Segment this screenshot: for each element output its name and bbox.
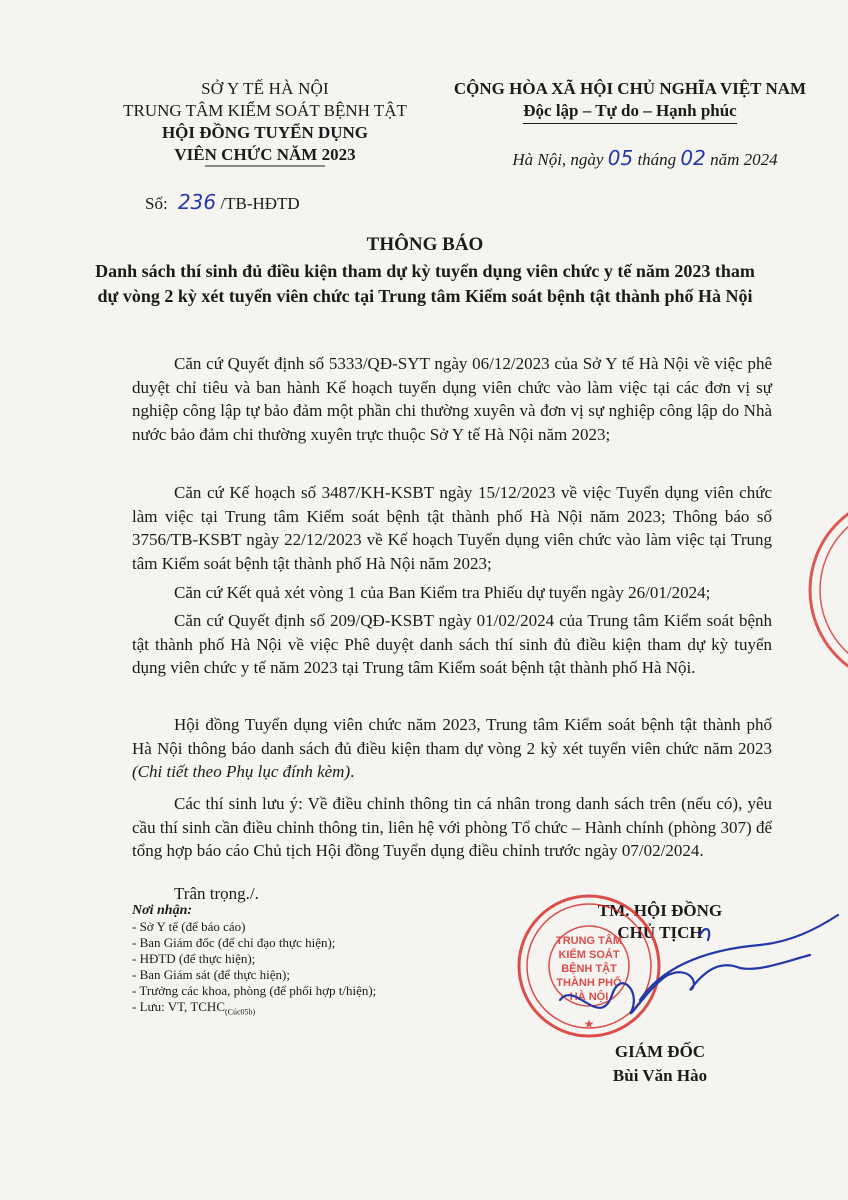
document-number [145,190,300,214]
svg-text:KIỂM SOÁT: KIỂM SOÁT [558,949,620,961]
svg-text:TRUNG TÂM: TRUNG TÂM [556,935,622,947]
paragraph-legal-basis-1: Căn cứ Quyết định số 5333/QĐ-SYT ngày 06/12/2023 của Sở Y tế Hà Nội về việc phê duyệt chỉ tiêu và ban hành Kế hoạch tuyển dụng viên chức vào làm việc tại các đơn vị sự nghiệp công lập tự bảo đảm một phần chi thường xuyên và đơn vị sự nghiệp công lập do Nhà nước bảo đảm chi thường xuyên trực thuộc Sở Y tế Hà Nội năm 2023; [132,354,772,444]
partial-seal-right [810,495,848,685]
nation-motto: Độc lập – Tự do – Hạnh phúc [523,100,736,124]
recipient-item: - Ban Giám đốc (để chỉ đạo thực hiện); [132,935,336,950]
issuer-council: HỘI ĐỒNG TUYỂN DỤNG [161,123,369,142]
svg-text:BỆNH TẬT: BỆNH TẬT [561,963,617,975]
announcement-end: . [350,762,355,781]
recipients-list [132,903,462,1021]
closing-salutation: Trân trọng./. [174,884,259,903]
signer-name: Bùi Văn Hào [612,1066,708,1085]
date-year: năm 2024 [710,150,778,169]
announcement-note: (Chi tiết theo Phụ lục đính kèm) [132,762,351,781]
recipient-item: - Trưởng các khoa, phòng (để phối hợp t/hiện); [132,983,377,998]
paragraph-legal-basis-3: Căn cứ Kết quả xét vòng 1 của Ban Kiểm tra Phiếu dự tuyển ngày 26/01/2024; [174,583,711,602]
recipient-item: - HĐTD (để thực hiện); [132,951,256,966]
nation-header [440,78,820,124]
svg-text:HÀ NỘI: HÀ NỘI [569,991,609,1003]
svg-text:★: ★ [583,1017,595,1031]
signer-block [560,1040,760,1088]
paragraph-legal-basis-2: Căn cứ Kế hoạch số 3487/KH-KSBT ngày 15/12/2023 về việc Tuyển dụng viên chức làm việc tại Trung tâm Kiểm soát bệnh tật thành phố Hà Nội năm 2023; Thông báo số 3756/TB-KSBT ngày 22/12/2023 về Kế hoạch Tuyển dụng viên chức vào làm việc tại Trung tâm Kiểm soát bệnh tật thành phố Hà Nội năm 2023; [132,483,772,573]
document-subtitle: Danh sách thí sinh đủ điều kiện tham dự kỳ tuyển dụng viên chức y tế năm 2023 tham dự vòng 2 kỳ xét tuyển viên chức tại Trung tâm Kiểm soát bệnh tật thành phố Hà Nội [95,261,755,306]
recipient-item [132,999,462,1021]
recipient-archive-code: (Cúc05b) [225,1007,256,1017]
doc-number-suffix: /TB-HĐTD [220,194,300,213]
signature-heading [510,900,810,944]
issue-date [480,146,810,170]
signer-role: GIÁM ĐỐC [614,1042,706,1061]
recipient-item: - Sở Y tế (để báo cáo) [132,919,246,934]
paragraph-legal-basis-4: Căn cứ Quyết định số 209/QĐ-KSBT ngày 01/02/2024 của Trung tâm Kiểm soát bệnh tật thành phố Hà Nội về việc Phê duyệt danh sách thí sinh đủ điều kiện tham dự kỳ tuyển dụng viên chức y tế năm 2023 tại Trung tâm Kiểm soát bệnh tật thành phố Hà Nội. [132,611,772,677]
date-prefix: Hà Nội, ngày [512,150,604,169]
issuer-parent: SỞ Y TẾ HÀ NỘI [201,79,329,98]
recipient-item: - Ban Giám sát (để thực hiện); [132,967,290,982]
signature-on-behalf: TM. HỘI ĐỒNG [597,901,723,920]
issuer-header [95,78,435,166]
doc-number-label: Số: [145,194,168,213]
paragraph-candidate-notes: Các thí sinh lưu ý: Về điều chỉnh thông tin cá nhân trong danh sách trên (nếu có), yêu cầu thí sinh cần điều chỉnh thông tin, liên hệ với phòng Tổ chức – Hành chính (phòng 307) để tổng hợp báo cáo Chủ tịch Hội đồng Tuyển dụng điều chỉnh trước ngày 07/02/2024. [132,794,772,860]
svg-text:THÀNH PHỐ: THÀNH PHỐ [556,977,622,989]
document-title-block [90,232,760,309]
doc-number-value: 236 [177,190,217,214]
paragraph-announcement [132,713,772,784]
recipients-heading: Nơi nhận: [132,903,193,918]
announcement-text: Hội đồng Tuyển dụng viên chức năm 2023, Trung tâm Kiểm soát bệnh tật thành phố Hà Nội thông báo danh sách đủ điều kiện tham dự vòng 2 kỳ xét tuyển viên chức năm 2023 [132,715,772,758]
date-month-label: tháng [637,150,677,169]
date-month: 02 [680,146,706,170]
recipient-archive: - Lưu: VT, TCHC [132,999,225,1014]
signature-chair: CHỦ TỊCH [617,923,703,942]
document-title: THÔNG BÁO [366,234,484,255]
issuer-unit: TRUNG TÂM KIỂM SOÁT BỆNH TẬT [123,101,407,120]
nation-name: CỘNG HÒA XÃ HỘI CHỦ NGHĨA VIỆT NAM [453,79,807,98]
issuer-council-year: VIÊN CHỨC NĂM 2023 [174,145,356,164]
date-day: 05 [607,146,634,170]
